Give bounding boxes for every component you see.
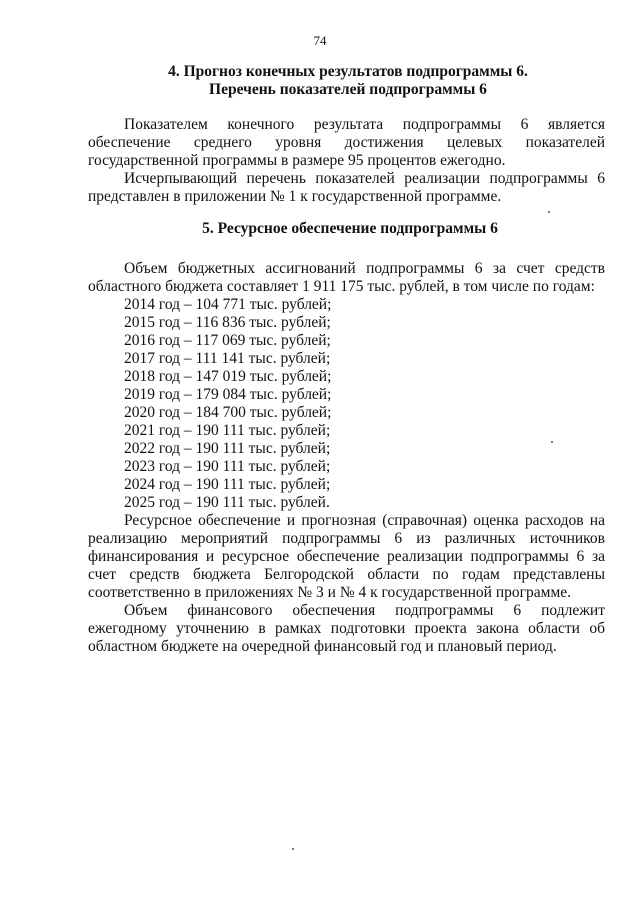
list-item: 2020 год – 184 700 тыс. рублей; xyxy=(124,404,332,421)
scan-speck xyxy=(551,441,553,443)
section-4-title-line-2: Перечень показателей подпрограммы 6 xyxy=(209,81,487,98)
section-4-title-line-1: 4. Прогноз конечных результатов подпрограммы 6. xyxy=(168,63,528,80)
section-4-paragraph-1: Показателем конечного результата подпрограммы 6 является обеспечение среднего уровня достижения целевых показателей государственной программы в размере 95 процентов ежегодно. xyxy=(88,116,605,169)
list-item: 2016 год – 117 069 тыс. рублей; xyxy=(124,332,331,349)
scan-speck xyxy=(292,848,294,850)
list-item: 2021 год – 190 111 тыс. рублей; xyxy=(124,422,331,439)
section-5-paragraph-1: Ресурсное обеспечение и прогнозная (справочная) оценка расходов на реализацию мероприятий подпрограммы 6 из различных источников финансирования и ресурсное обеспечение реализации подпрограммы 6 за счет средств бюджета Белгородской области по годам представлены соответственно в приложениях № 3 и № 4 к государственной программе. xyxy=(88,512,605,601)
list-item: 2015 год – 116 836 тыс. рублей; xyxy=(124,314,331,331)
list-item: 2017 год – 111 141 тыс. рублей; xyxy=(124,350,331,367)
section-5-intro: Объем бюджетных ассигнований подпрограммы 6 за счет средств областного бюджета составляет 1 911 175 тыс. рублей, в том числе по годам: xyxy=(88,260,605,295)
section-5-heading: 5. Ресурсное обеспечение подпрограммы 6 xyxy=(202,220,498,237)
scan-speck xyxy=(548,211,550,213)
section-5-body xyxy=(88,260,605,656)
page-number: 74 xyxy=(313,33,327,48)
list-item: 2018 год – 147 019 тыс. рублей; xyxy=(124,368,332,385)
list-item: 2019 год – 179 084 тыс. рублей; xyxy=(124,386,332,403)
section-4-paragraph-2: Исчерпывающий перечень показателей реализации подпрограммы 6 представлен в приложении № 1 к государственной программе. xyxy=(88,170,605,205)
list-item: 2025 год – 190 111 тыс. рублей. xyxy=(124,494,330,511)
list-item: 2022 год – 190 111 тыс. рублей; xyxy=(124,440,331,457)
list-item: 2014 год – 104 771 тыс. рублей; xyxy=(124,296,332,313)
section-5-paragraph-2: Объем финансового обеспечения подпрограммы 6 подлежит ежегодному уточнению в рамках подготовки проекта закона области об областном бюджете на очередной финансовый год и плановый период. xyxy=(88,602,605,655)
section-4-body xyxy=(88,116,605,206)
list-item: 2024 год – 190 111 тыс. рублей; xyxy=(124,476,331,493)
budget-by-year-list xyxy=(88,296,605,512)
section-4-heading xyxy=(88,63,608,99)
list-item: 2023 год – 190 111 тыс. рублей; xyxy=(124,458,331,475)
